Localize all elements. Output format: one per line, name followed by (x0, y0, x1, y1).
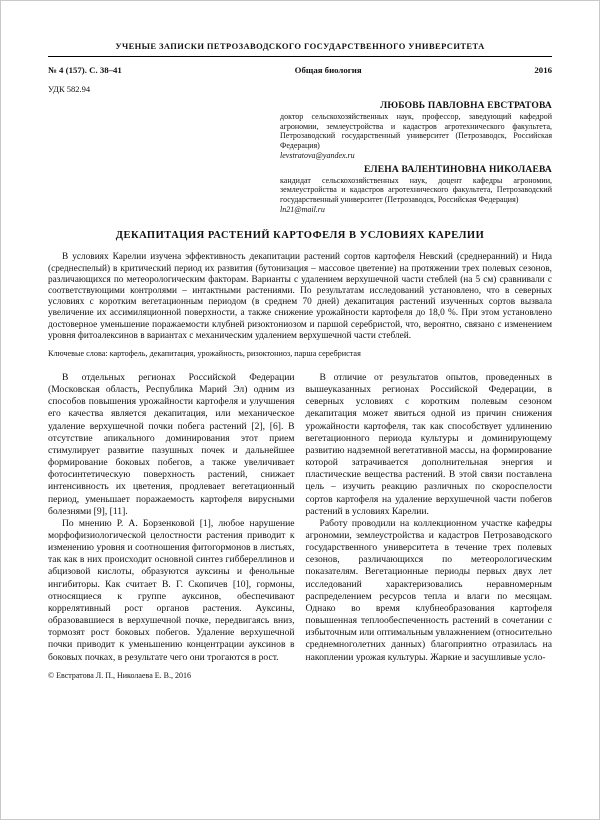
udc-code: УДК 582.94 (48, 84, 91, 94)
paragraph: В отличие от результатов опытов, проведенных в вышеуказанных регионах Российской Федерации, в северных условиях с коротким полевым сезоном декапитация может явиться одной из причин снижения урожайности картофеля, так как способствует удлинению вегетационного периода культуры и доминирующему развитию надземной вегетативной массы, на формирование которой затрачивается дополнительная энергия и пластические вещества растений. В этой связи поставлена цель – изучить реакцию различных по скороспелости сортов картофеля на удаление верхушечной части побегов растений в условиях Карелии. (305, 371, 552, 517)
authors-block (280, 101, 552, 214)
author-1-name: ЛЮБОВЬ ПАВЛОВНА ЕВСТРАТОВА (380, 101, 552, 111)
paragraph: Работу проводили на коллекционном участке кафедры агрономии, землеустройства и кадастров Петрозаводского государственного университета в течение трех полевых сезонов, различающихся по метеорологическим показателям. Вегетационные периоды первых двух лет исследований характеризовались неравномерным распределением ресурсов тепла и влаги по месяцам. Однако во время клубнеобразования картофеля повышенная теплообеспеченность растений в сочетании с избыточным или оптимальным увлажнением (относительно среднемноголетних данных) благоприятно отразилась на накоплении урожая культуры. Жаркие и засушливые усло- (305, 517, 552, 663)
author-2-name: ЕЛЕНА ВАЛЕНТИНОВНА НИКОЛАЕВА (364, 164, 552, 175)
right-column (306, 372, 553, 680)
copyright-notice: © Евстратова Л. П., Николаева Е. В., 2016 (48, 670, 191, 680)
author-1-affiliation: доктор сельскохозяйственных наук, профессор, заведующий кафедрой агрономии, землеустройства и кадастров агротехнического факультета, Петрозаводский государственный университет (Петрозаводск, Российская Федерация) (280, 112, 552, 151)
paragraph: В отдельных регионах Российской Федерации (Московская область, Республика Марий Эл) одним из способов повышения урожайности картофеля и улучшения его качества является декапитация, или механическое удаление верхушечной почки побега растений [2], [6]. В отсутствие апикального доминирования этот прием стимулирует развитие пазушных почек и дальнейшее формирование боковых побегов, а также увеличивает фотосинтетическую поверхность растений, снижает интенсивность их цветения, продлевает вегетационный период, уменьшает поражаемость картофеля вирусными болезнями [9], [11]. (48, 371, 295, 517)
left-column (48, 372, 295, 680)
header-rule (48, 56, 552, 57)
author-2-affiliation: кандидат сельскохозяйственных наук, доцент кафедры агрономии, землеустройства и кадастров агротехнического факультета, Петрозаводский государственный университет (Петрозаводск, Российская Федерация) (280, 175, 552, 204)
article-title: ДЕКАПИТАЦИЯ РАСТЕНИЙ КАРТОФЕЛЯ В УСЛОВИЯХ КАРЕЛИИ (115, 230, 485, 242)
paragraph: По мнению Р. А. Борзенковой [1], любое нарушение морфофизиологической целостности растения приводит к изменению уровня и соотношения фитогормонов в листьях, так как в них происходит основной синтез гиббереллинов и абцизовой кислоты, образуются ауксины и фенольные ингибиторы. Как считает В. Г. Скопичев [10], гормоны, относящиеся к группе ауксинов, обеспечивают коррелятивный рост органов растения. Ауксины, образовавшиеся в верхушечной почке, передвигаясь вниз, тормозят рост боковых побегов. Удаление верхушечной почки приводит к уменьшению концентрации ауксинов в боковых почках, в результате чего они трогаются в рост. (48, 517, 295, 663)
author-2 (280, 165, 552, 215)
author-1-email: levstratova@yandex.ru (280, 150, 355, 160)
issue-line (48, 65, 552, 75)
abstract: В условиях Карелии изучена эффективность декапитации растений сортов картофеля Невский (среднеранний) и Нида (среднеспелый) в критический период их развития (бутонизация – массовое цветение) на протяжении трех полевых сезонов, различающихся по метеорологическим факторам. Варианты с удалением верхушечной части стеблей (на 5 см) сравнивали с соответствующими контролями – интактными растениями. По результатам исследований установлено, что в северных условиях с коротким вегетационным периодом (в среднем 70 дней) декапитация растений изученных сортов вызвала увеличение их ассимиляционной поверхности, а также снижение урожайности картофеля до 18,0 %. При этом установлено достоверное уменьшение поражаемости клубней ризоктониозом и паршой серебристой, что, вероятно, связано с изменением уровня фитоалексинов в вариантах с механическим удалением верхушечной части стеблей. (48, 252, 552, 341)
keywords: Ключевые слова: картофель, декапитация, урожайность, ризоктониоз, парша серебристая (48, 348, 361, 358)
running-head: УЧЕНЫЕ ЗАПИСКИ ПЕТРОЗАВОДСКОГО ГОСУДАРСТВЕННОГО УНИВЕРСИТЕТА (115, 41, 485, 51)
issue-section: Общая биология (294, 65, 362, 75)
issue-year: 2016 (534, 65, 552, 75)
author-1 (280, 101, 552, 161)
body-columns (48, 372, 552, 680)
author-2-email: ln21@mail.ru (280, 204, 325, 214)
issue-number-pages: № 4 (157). С. 38–41 (48, 65, 122, 75)
